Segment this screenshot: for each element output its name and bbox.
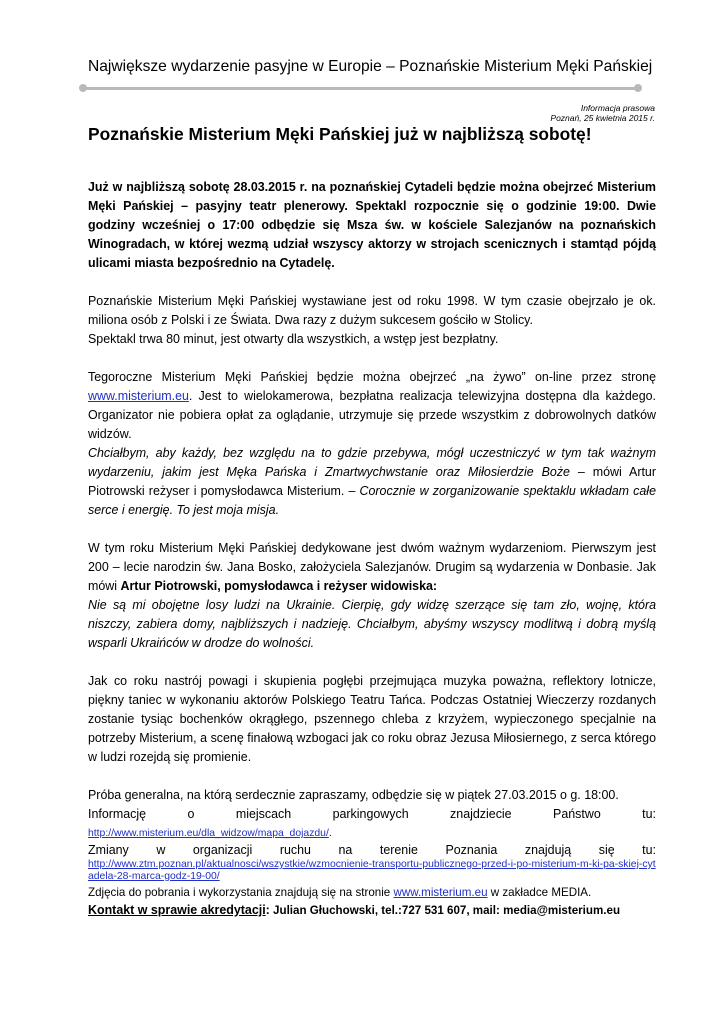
online-paragraph [88, 368, 656, 444]
rehearsal-line: Próba generalna, na którą serdecznie zapraszamy, odbędzie się w piątek 27.03.2015 o g. 18:00. [88, 788, 619, 802]
parking-line: Informację o miejscach parkingowych znajdziecie Państwo tu: [88, 807, 656, 821]
header-rule-right-dot [634, 84, 642, 92]
dedication-speaker: Artur Piotrowski, pomysłodawca i reżyser widowiska: [120, 579, 438, 593]
traffic-link[interactable]: http://www.ztm.poznan.pl/aktualnosci/wszystkie/wzmocnienie-transportu-publicznego-przed-i-po-misterium-m-ki-pa-skiej-cytadela-28-marca-godz-19-00/ [88, 859, 656, 882]
show-paragraph: Jak co roku nastrój powagi i skupienia pogłębi przejmująca muzyka poważna, reflektory lotnicze, piękny taniec w wykonaniu aktorów Polskiego Teatru Tańca. Podczas Ostatniej Wieczerzy rozdanych zostanie tysiąc bochenków okrągłego, pszennego chleba z krzyżem, wypieczonego specjalnie na potrzeby Misterium, a scenę finałową wzbogaci jak co roku obraz Jezusa Miłosiernego, z serca którego w ludzi rozejdą się promienie. [88, 674, 656, 764]
contact-colon: : [265, 903, 270, 917]
press-date: Poznań, 25 kwietnia 2015 r. [550, 113, 655, 123]
parking-link-line [88, 824, 656, 842]
photos-intro: Zdjęcia do pobrania i wykorzystania znajdują się na stronie [88, 886, 394, 899]
traffic-line: Zmiany w organizacji ruchu na terenie Poznania znajdują się tu: [88, 843, 656, 857]
header-title: Największe wydarzenie pasyjne w Europie – Poznańskie Misterium Męki Pańskiej [88, 58, 653, 75]
lead-paragraph: Już w najbliższą sobotę 28.03.2015 r. na poznańskiej Cytadeli będzie można obejrzeć Misterium Męki Pańskiej – pasyjny teatr plenerowy. Spektakl rozpocznie się o godzinie 19:00. Dwie godziny wcześniej o 17:00 odbędzie się Msza św. w kościele Salezjanów na poznańskich Winogradach, w której wezmą udział wszyscy aktorzy w strojach scenicznych i stamtąd pójdą ulicami miasta bezpośrednio na Cytadelę. [88, 180, 656, 270]
ukraine-quote: Nie są mi obojętne losy ludzi na Ukrainie. Cierpię, gdy widzę szerzące się tam zło, wojnę, która niszczy, zabiera domy, najbliższych i nadzieję. Chciałbym, abyśmy wszyscy modlitwą i dobrą myślą wsparli Ukraińców w drodze do wolności. [88, 598, 656, 650]
article-body [88, 178, 656, 903]
photos-end: w zakładce MEDIA. [487, 886, 592, 899]
director-quote-paragraph [88, 444, 656, 520]
contact-label: Kontakt w sprawie akredytacji [88, 903, 266, 917]
dedication-paragraph [88, 539, 656, 596]
parking-link[interactable]: http://www.misterium.eu/dla_widzow/mapa_dojazdu/ [88, 828, 329, 839]
duration-paragraph: Spektakl trwa 80 minut, jest otwarty dla wszystkich, a wstęp jest bezpłatny. [88, 332, 499, 346]
parking-end: . [328, 828, 332, 839]
dedication-text: W tym roku Misterium Męki Pańskiej dedykowane jest dwóm ważnym wydarzeniom. Pierwszym jest 200 – lecie narodzin św. Jana Bosko, założyciela Salezjanów. Drugim są wydarzenia w Donbasie. Jak mówi [88, 541, 656, 593]
press-meta [550, 103, 655, 123]
contact-details: Julian Głuchowski, tel.:727 531 607, mail: media@misterium.eu [269, 904, 621, 917]
misterium-link[interactable]: www.misterium.eu [88, 389, 189, 403]
photos-line [88, 883, 656, 903]
online-intro: Tegoroczne Misterium Męki Pańskiej będzie można obejrzeć „na żywo” on-line przez stronę [88, 370, 656, 384]
photos-link[interactable]: www.misterium.eu [393, 886, 488, 899]
page-title: Poznańskie Misterium Męki Pańskiej już w najbliższą sobotę! [88, 124, 592, 144]
director-attribution: – mówi Artur Piotrowski reżyser i pomysłodawca Misterium. – [88, 465, 656, 498]
online-rest: . Jest to wielokamerowa, bezpłatna realizacja telewizyjna dostępna dla każdego. Organizator nie pobiera opłat za oglądanie, utrzymuje się przede wszystkim z dobrowolnych datków widzów. [88, 389, 656, 441]
director-quote-2: Corocznie w zorganizowanie spektaklu wkładam całe serce i energię. To jest moja misja. [88, 484, 656, 517]
history-paragraph: Poznańskie Misterium Męki Pańskiej wystawiane jest od roku 1998. W tym czasie obejrzało je ok. miliona osób z Polski i ze Świata. Dwa razy z dużym sukcesem gościło w Stolicy. [88, 294, 656, 327]
press-kind: Informacja prasowa [580, 103, 655, 113]
header-rule [82, 87, 638, 90]
director-quote-1: Chciałbym, aby każdy, bez względu na to gdzie przebywa, mógł uczestniczyć w tym tak ważnym wydarzeniu, jakim jest Męka Pańska i Zmartwychwstanie oraz Miłosierdzie Boże [88, 446, 656, 479]
contact-line [88, 903, 620, 917]
